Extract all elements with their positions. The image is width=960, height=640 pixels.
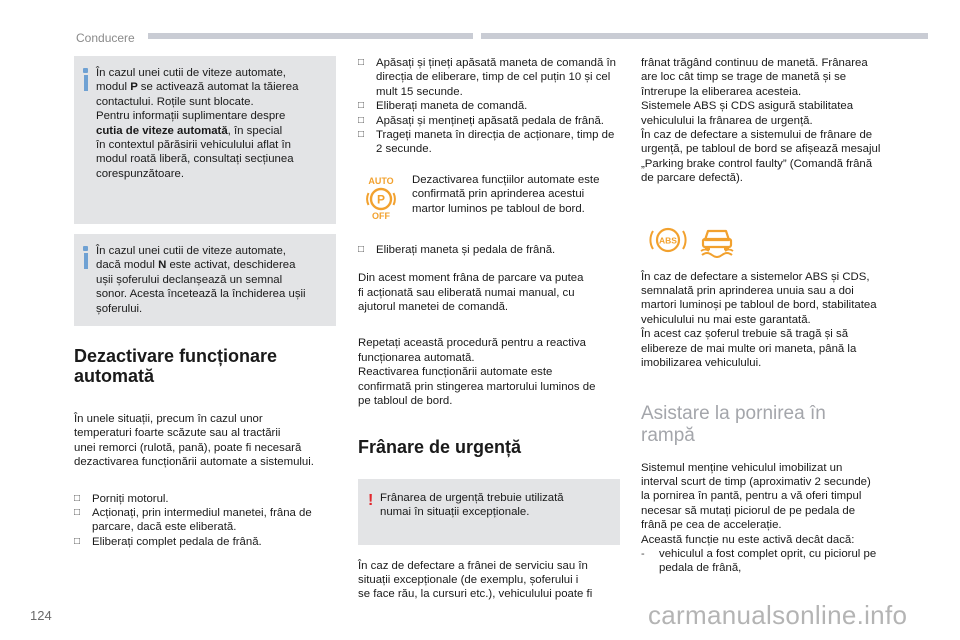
emergency-braking-paragraph: frânat trăgând continuu de manetă. Frânarea are loc cât timp se trage de manetă și se întrerupe la eliberarea acesteia. Sistemele ABS și CDS asigură stabilitatea vehiculului la frânarea de urgență. În caz de defectare a sistemului de frânare de urgență, pe tabloul de bord se afișează mesajul „Parking brake control faulty” (Comandă frână de parcare defectă). bbox=[641, 57, 881, 185]
release-step bbox=[358, 243, 620, 257]
section-heading-deactivation: Dezactivare funcționare automată bbox=[74, 346, 278, 386]
list-item: □ Acționați, prin intermediul manetei, frâna de parcare, dacă este eliberată. bbox=[74, 507, 312, 534]
emergency-paragraph: În caz de defectare a frânei de serviciu sau în situații excepționale (de exemplu, șoferului i se face rău, la cursuri etc.), vehiculului poate fi bbox=[358, 559, 593, 601]
list-item: □ Eliberați maneta de comandă. bbox=[358, 100, 528, 113]
section-label: Conducere bbox=[76, 31, 135, 45]
info-note-park-mode bbox=[74, 56, 336, 224]
column-2 bbox=[358, 56, 620, 602]
bullet-icon: □ bbox=[358, 100, 365, 112]
list-item: - vehiculul a fost complet oprit, cu piciorul pe pedala de frână, bbox=[641, 547, 877, 575]
hill-start-conditions bbox=[641, 547, 913, 576]
deactivation-steps bbox=[74, 492, 336, 550]
bullet-icon: □ bbox=[74, 492, 81, 504]
deactivation-steps-continued bbox=[358, 56, 620, 157]
header-bar-left bbox=[148, 33, 473, 39]
watermark: carmanualsonline.info bbox=[648, 600, 908, 630]
bullet-icon: □ bbox=[358, 129, 365, 141]
lamp-p-label: P bbox=[376, 192, 386, 207]
manual-mode-paragraph: Din acest moment frâna de parcare va putea fi acționată sau eliberată numai manual, cu ajutorul manetei de comandă. bbox=[358, 272, 584, 314]
info-note-neutral-mode bbox=[74, 234, 336, 326]
list-item: □ Apăsați și țineți apăsată maneta de comandă în direcția de eliberare, timp de cel puțin 10 și cel mult 15 secunde. bbox=[358, 57, 616, 98]
lamp-description: Dezactivarea funcțiilor automate este confirmată prin aprinderea acestui martor luminos pe tabloul de bord. bbox=[412, 173, 600, 215]
abs-warning-lamp-icon bbox=[647, 222, 689, 258]
info-note-text: În cazul unei cutii de viteze automate, dacă modul N este activat, deschiderea ușii șoferului declanșează un semnal sonor. Acesta încetează la închiderea ușii șoferului. bbox=[96, 245, 306, 315]
info-note-text: În cazul unei cutii de viteze automate, modul P se activează automat la tăierea contactului. Roțile sunt blocate. Pentru informații suplimentare despre cutia de viteze automată, în special în contextul părăsirii vehiculului aflat în modul roată liberă, consultați secțiunea corespunzătoare. bbox=[96, 67, 299, 180]
page-number: 124 bbox=[30, 608, 52, 623]
lamp-off-label: OFF bbox=[372, 210, 390, 221]
column-1 bbox=[74, 56, 336, 549]
auto-off-lamp-row bbox=[358, 173, 620, 221]
intro-paragraph: În unele situații, precum în cazul unor temperaturi foarte scăzute sau al tractării unei remorci (rulotă, pană), poate fi necesară dezactivarea funcționării automate a sistemului. bbox=[74, 413, 314, 469]
list-item: □ Trageți maneta în direcția de acționare, timp de 2 secunde. bbox=[358, 129, 615, 156]
dash-bullet: - bbox=[641, 547, 645, 560]
bullet-icon: □ bbox=[74, 507, 81, 519]
list-item: □ Eliberați maneta și pedala de frână. bbox=[358, 243, 556, 256]
bullet-icon: □ bbox=[74, 535, 81, 547]
list-item: □ Porniți motorul. bbox=[74, 492, 169, 505]
auto-p-off-warning-lamp-icon bbox=[358, 175, 404, 221]
warning-icon: ! bbox=[368, 491, 374, 509]
header-bar-right bbox=[481, 33, 928, 39]
bullet-icon: □ bbox=[358, 114, 365, 126]
warning-note-emergency bbox=[358, 479, 620, 545]
hill-start-paragraph: Sistemul menține vehiculul imobilizat un interval scurt de timp (aproximativ 2 secunde) la pornirea în pantă, pentru a vă oferi timpul necesar să mutați piciorul de pe pedala de frână pe cea de accelerație. Această funcție nu este activă decât dacă: bbox=[641, 461, 871, 546]
lamp-auto-label: AUTO bbox=[368, 175, 394, 186]
list-item: □ Apăsați și mențineți apăsată pedala de frână. bbox=[358, 114, 604, 127]
info-icon bbox=[83, 246, 89, 269]
warning-note-text: Frânarea de urgență trebuie utilizată numai în situații excepționale. bbox=[380, 491, 564, 518]
info-icon bbox=[83, 68, 89, 91]
abs-cds-paragraph: În caz de defectare a sistemelor ABS și CDS, semnalată prin aprinderea unuia sau a doi martori luminoși pe tabloul de bord, stabilitatea vehiculului nu mai este garantată. În acest caz șoferul trebuie să tragă și să elibereze de mai multe ori maneta, până la imobilizarea vehiculului. bbox=[641, 270, 877, 370]
section-heading-hill-start: Asistare la pornirea în rampă bbox=[641, 402, 826, 446]
bullet-icon: □ bbox=[358, 243, 365, 255]
abs-cds-lamps bbox=[647, 222, 913, 258]
reactivation-paragraph: Repetați această procedură pentru a reactiva funcționarea automată. Reactivarea funcționării automate este confirmată prin stingerea martorului luminos de pe tabloul de bord. bbox=[358, 337, 596, 408]
list-item: □ Eliberați complet pedala de frână. bbox=[74, 535, 262, 548]
bullet-icon: □ bbox=[358, 57, 365, 68]
section-heading-emergency-braking: Frânare de urgență bbox=[358, 436, 522, 457]
column-3 bbox=[641, 56, 913, 576]
stability-control-lamp-icon bbox=[697, 222, 737, 258]
abs-lamp-label: ABS bbox=[659, 235, 677, 246]
